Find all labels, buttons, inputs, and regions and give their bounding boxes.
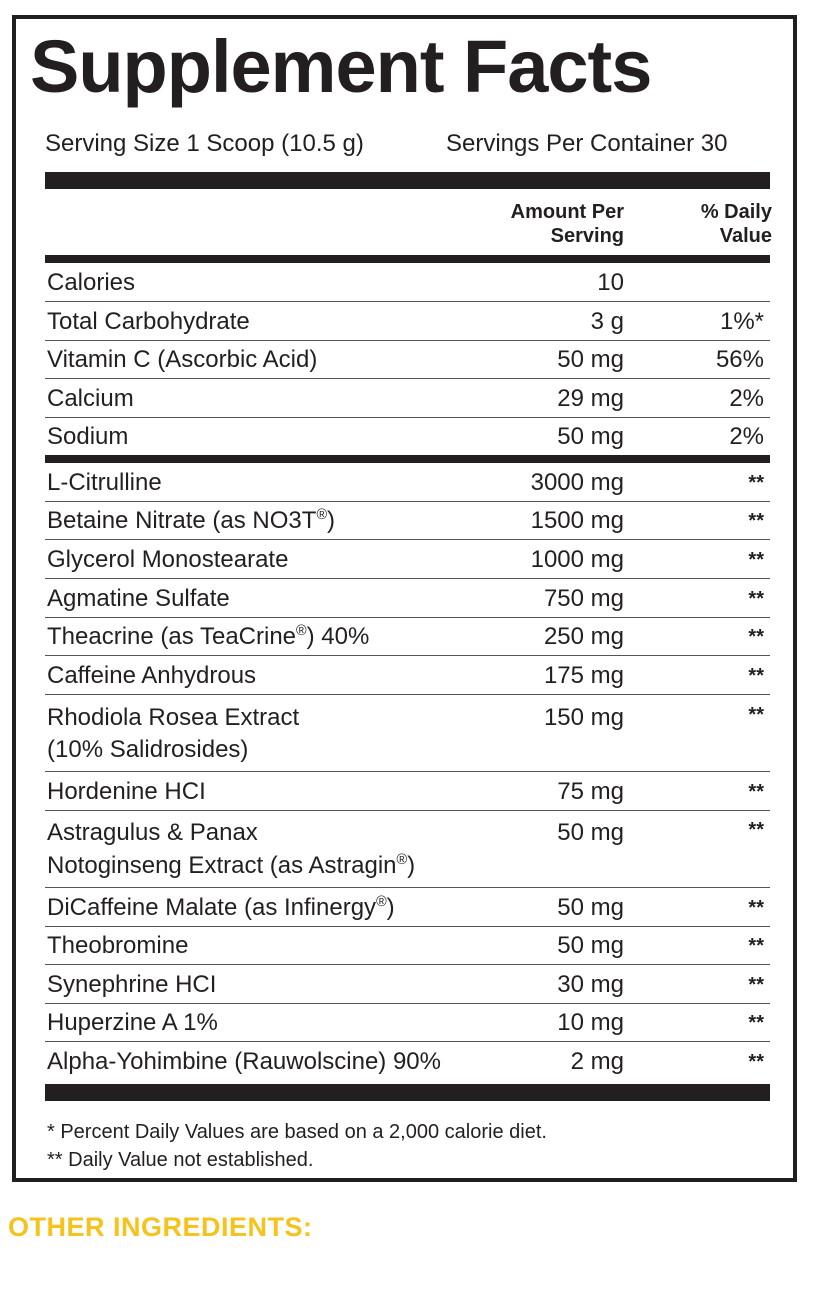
row-name: Glycerol Monostearate	[47, 546, 289, 573]
col-header-daily-value	[660, 200, 772, 248]
registered-mark: ®	[316, 507, 328, 523]
row-amount: 3 g	[590, 308, 624, 335]
row-name-text: DiCaffeine Malate (as Infinergy	[47, 894, 377, 921]
row-name: Rhodiola Rosea Extract	[47, 704, 300, 731]
row-name: Total Carbohydrate	[47, 308, 250, 335]
row-name: Calcium	[47, 385, 134, 412]
row-dv: **	[748, 472, 764, 494]
thick-divider-bottom	[45, 1084, 770, 1101]
row-name: Agmatine Sulfate	[47, 585, 230, 612]
row-name-line2	[47, 852, 415, 880]
row-name-line2: (10% Salidrosides)	[47, 736, 249, 763]
row-divider	[45, 1041, 770, 1042]
row-dv: **	[748, 626, 764, 648]
row-dv: **	[748, 781, 764, 803]
row-name-suffix: ) 40%	[306, 623, 370, 650]
footnote-daily-values: * Percent Daily Values are based on a 2,000 calorie diet.	[47, 1121, 547, 1143]
row-name-suffix: )	[327, 507, 336, 534]
registered-mark: ®	[296, 623, 307, 639]
divider-under-header	[45, 255, 770, 263]
row-dv: 1%*	[719, 308, 764, 335]
row-amount: 10	[597, 269, 624, 296]
registered-mark: ®	[396, 852, 408, 868]
thick-divider-top	[45, 172, 770, 189]
row-amount: 50 mg	[557, 932, 624, 959]
col-header-amount	[460, 200, 624, 248]
row-divider	[45, 887, 770, 888]
row-name: Huperzine A 1%	[47, 1009, 218, 1036]
row-divider	[45, 771, 770, 772]
row-dv: 56%	[715, 346, 764, 373]
row-amount: 10 mg	[557, 1009, 624, 1036]
row-divider	[45, 340, 770, 341]
row-name-line2-suffix: )	[407, 852, 416, 879]
row-name: Hordenine HCI	[47, 778, 206, 805]
row-name-text: Betaine Nitrate (as NO3T	[47, 507, 317, 534]
row-dv: **	[748, 588, 764, 610]
servings-per-container: Servings Per Container 30	[446, 130, 728, 157]
row-name	[47, 894, 395, 922]
row-name: Caffeine Anhydrous	[47, 662, 257, 689]
row-dv: **	[748, 549, 764, 571]
row-name-suffix: )	[386, 894, 395, 921]
row-amount: 50 mg	[557, 894, 624, 921]
table-row	[45, 819, 770, 885]
row-amount: 1000 mg	[530, 546, 624, 573]
row-divider	[45, 655, 770, 656]
row-divider	[45, 810, 770, 811]
row-dv: **	[748, 974, 764, 996]
row-name: Sodium	[47, 423, 129, 450]
row-name	[47, 623, 369, 651]
row-dv: **	[748, 935, 764, 957]
row-name: Theobromine	[47, 932, 189, 959]
row-amount: 50 mg	[557, 346, 624, 373]
row-dv: **	[748, 665, 764, 687]
col-header-dv-line2: Value	[719, 225, 772, 247]
col-header-amount-line2: Serving	[550, 225, 624, 247]
row-divider	[45, 1003, 770, 1004]
row-divider	[45, 926, 770, 927]
divider-under-nutrients	[45, 455, 770, 463]
panel-title: Supplement Facts	[30, 25, 652, 108]
row-amount: 75 mg	[557, 778, 624, 805]
row-amount: 175 mg	[543, 662, 624, 689]
row-dv: **	[748, 819, 764, 841]
row-dv: **	[748, 897, 764, 919]
row-amount: 30 mg	[557, 971, 624, 998]
row-amount: 750 mg	[543, 585, 624, 612]
row-amount: 50 mg	[557, 819, 624, 846]
row-divider	[45, 539, 770, 540]
footnote-not-established: ** Daily Value not established.	[47, 1149, 314, 1171]
row-dv: **	[748, 1012, 764, 1034]
row-amount: 150 mg	[543, 704, 624, 731]
row-divider	[45, 694, 770, 695]
row-amount: 50 mg	[557, 423, 624, 450]
row-amount: 2 mg	[570, 1048, 624, 1075]
row-name-line2-text: Notoginseng Extract (as Astragin	[47, 852, 397, 879]
row-divider	[45, 964, 770, 965]
serving-size: Serving Size 1 Scoop (10.5 g)	[45, 130, 364, 157]
row-divider	[45, 417, 770, 418]
row-name-text: Theacrine (as TeaCrine	[47, 623, 297, 650]
row-dv: **	[748, 510, 764, 532]
row-name: Vitamin C (Ascorbic Acid)	[47, 346, 318, 373]
row-divider	[45, 501, 770, 502]
row-amount: 1500 mg	[530, 507, 624, 534]
row-divider	[45, 301, 770, 302]
row-amount: 250 mg	[543, 623, 624, 650]
row-name: Alpha-Yohimbine (Rauwolscine) 90%	[47, 1048, 441, 1075]
row-name: Calories	[47, 269, 136, 296]
registered-mark: ®	[376, 894, 387, 910]
row-divider	[45, 378, 770, 379]
row-name	[47, 507, 335, 535]
row-dv: 2%	[729, 423, 764, 450]
other-ingredients-heading: OTHER INGREDIENTS:	[8, 1212, 313, 1242]
row-divider	[45, 617, 770, 618]
table-row	[45, 704, 770, 770]
row-divider	[45, 578, 770, 579]
row-name: Astragulus & Panax	[47, 819, 258, 846]
row-name: L-Citrulline	[47, 469, 162, 496]
col-header-amount-line1: Amount Per	[510, 201, 624, 223]
row-dv: **	[748, 1051, 764, 1073]
row-name: Synephrine HCI	[47, 971, 217, 998]
row-amount: 3000 mg	[530, 469, 624, 496]
row-amount: 29 mg	[557, 385, 624, 412]
row-dv: **	[748, 704, 764, 726]
row-dv: 2%	[729, 385, 764, 412]
col-header-dv-line1: % Daily	[700, 201, 772, 223]
